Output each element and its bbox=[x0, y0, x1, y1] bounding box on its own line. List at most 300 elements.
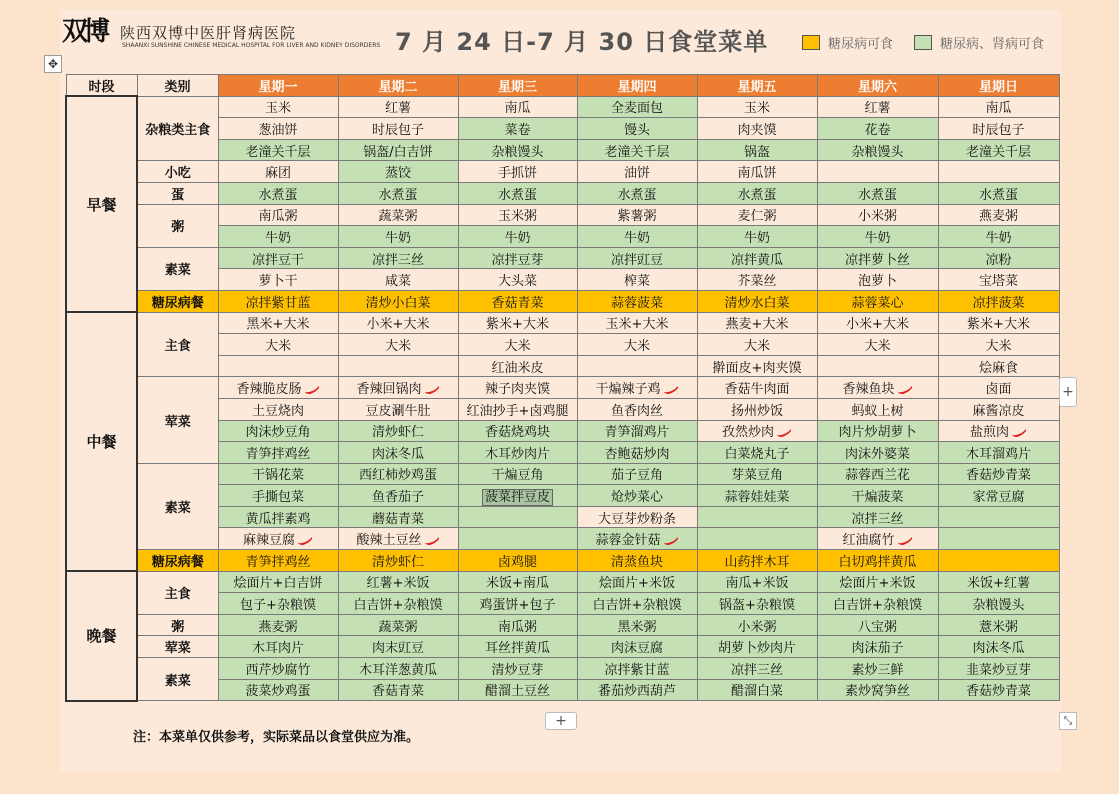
dish-cell[interactable] bbox=[218, 485, 338, 507]
dish-cell[interactable] bbox=[338, 334, 458, 356]
dish-cell[interactable] bbox=[577, 290, 697, 312]
dish-cell[interactable] bbox=[697, 377, 817, 399]
dish-cell[interactable] bbox=[458, 182, 577, 204]
dish-cell[interactable] bbox=[458, 420, 577, 442]
dish-cell[interactable] bbox=[338, 420, 458, 442]
dish-cell[interactable] bbox=[218, 528, 338, 550]
dish-name: 锅盔 bbox=[743, 144, 770, 160]
dish-cell[interactable] bbox=[218, 247, 338, 269]
dish-cell[interactable] bbox=[338, 463, 458, 485]
dish-cell[interactable] bbox=[218, 593, 338, 615]
dish-cell[interactable] bbox=[338, 312, 458, 334]
dish-cell[interactable] bbox=[697, 118, 817, 140]
dish-cell[interactable] bbox=[938, 204, 1059, 226]
dish-cell[interactable] bbox=[577, 334, 697, 356]
category-label: 小吃 bbox=[137, 161, 218, 183]
dish-name: 南瓜粥 bbox=[497, 619, 537, 635]
dish-cell[interactable] bbox=[338, 614, 458, 636]
dish-name: 凉拌紫甘蓝 bbox=[245, 295, 311, 311]
dish-cell[interactable] bbox=[218, 334, 338, 356]
legend-label: 糖尿病、肾病可食 bbox=[940, 37, 1045, 52]
dish-cell[interactable] bbox=[938, 377, 1059, 399]
dish-cell[interactable] bbox=[817, 226, 938, 248]
dish-name: 木耳洋葱黄瓜 bbox=[358, 662, 437, 678]
dish-name: 水煮蛋 bbox=[378, 187, 418, 203]
dish-name: 干锅花菜 bbox=[251, 468, 304, 484]
dish-cell[interactable] bbox=[218, 506, 338, 528]
meal-period-label: 晚餐 bbox=[66, 571, 137, 701]
dish-cell[interactable] bbox=[817, 182, 938, 204]
dish-cell[interactable] bbox=[938, 463, 1059, 485]
dish-name: 烩面片+白吉饼 bbox=[233, 576, 323, 592]
dish-cell[interactable] bbox=[218, 550, 338, 572]
dish-name: 凉粉 bbox=[985, 252, 1012, 268]
menu-row bbox=[66, 463, 1059, 485]
dish-cell[interactable] bbox=[338, 571, 458, 593]
dish-name: 韭菜炒豆芽 bbox=[965, 662, 1031, 678]
dish-cell[interactable] bbox=[577, 139, 697, 161]
dish-cell[interactable] bbox=[697, 420, 817, 442]
dish-cell[interactable] bbox=[938, 96, 1059, 118]
category-label: 杂粮类主食 bbox=[137, 96, 218, 161]
dish-cell[interactable] bbox=[938, 161, 1059, 183]
meal-period-label: 中餐 bbox=[66, 312, 137, 571]
dish-cell[interactable] bbox=[577, 550, 697, 572]
dish-cell[interactable] bbox=[817, 334, 938, 356]
dish-cell[interactable] bbox=[577, 182, 697, 204]
dish-cell[interactable] bbox=[458, 593, 577, 615]
dish-cell[interactable] bbox=[697, 636, 817, 658]
dish-cell[interactable] bbox=[817, 636, 938, 658]
dish-cell[interactable] bbox=[817, 463, 938, 485]
dish-cell[interactable] bbox=[938, 636, 1059, 658]
dish-cell[interactable] bbox=[817, 593, 938, 615]
dish-cell[interactable] bbox=[338, 118, 458, 140]
dish-name: 油饼 bbox=[623, 166, 650, 182]
dish-cell[interactable] bbox=[938, 442, 1059, 464]
dish-cell[interactable] bbox=[338, 485, 458, 507]
dish-name: 葱油饼 bbox=[258, 122, 298, 138]
dish-cell[interactable] bbox=[817, 247, 938, 269]
dish-name: 小米+大米 bbox=[846, 317, 909, 333]
dish-name: 蒜蓉金针菇 bbox=[595, 533, 661, 549]
dish-name: 菜卷 bbox=[504, 122, 531, 138]
dish-name: 鱼香茄子 bbox=[371, 490, 424, 506]
dish-name: 红薯 bbox=[384, 101, 411, 117]
dish-cell[interactable] bbox=[218, 226, 338, 248]
dish-cell[interactable] bbox=[938, 550, 1059, 572]
dish-cell[interactable] bbox=[218, 290, 338, 312]
dish-cell[interactable] bbox=[697, 550, 817, 572]
dish-cell[interactable] bbox=[218, 679, 338, 701]
dish-cell[interactable] bbox=[338, 528, 458, 550]
dish-cell[interactable] bbox=[697, 312, 817, 334]
dish-cell[interactable] bbox=[338, 442, 458, 464]
dish-name: 小米粥 bbox=[857, 209, 897, 225]
dish-cell[interactable] bbox=[938, 658, 1059, 680]
dish-name: 牛奶 bbox=[985, 230, 1012, 246]
dish-cell[interactable] bbox=[218, 636, 338, 658]
dish-cell[interactable] bbox=[577, 204, 697, 226]
dish-cell[interactable] bbox=[938, 247, 1059, 269]
dish-cell[interactable] bbox=[938, 485, 1059, 507]
dish-name: 水煮蛋 bbox=[258, 187, 298, 203]
dish-name: 蒸饺 bbox=[384, 166, 411, 182]
dish-cell[interactable] bbox=[338, 96, 458, 118]
dish-cell[interactable] bbox=[697, 528, 817, 550]
dish-name: 麻辣豆腐 bbox=[242, 533, 295, 549]
dish-cell[interactable] bbox=[218, 355, 338, 377]
dish-cell[interactable] bbox=[817, 139, 938, 161]
col-header-day: 星期六 bbox=[817, 75, 938, 97]
category-label: 糖尿病餐 bbox=[137, 550, 218, 572]
dish-cell[interactable] bbox=[938, 571, 1059, 593]
dish-cell[interactable] bbox=[938, 679, 1059, 701]
dish-name: 米饭+红薯 bbox=[967, 576, 1030, 592]
dish-name: 宝塔菜 bbox=[978, 274, 1018, 290]
dish-cell[interactable] bbox=[817, 118, 938, 140]
dish-cell[interactable] bbox=[697, 506, 817, 528]
dish-cell[interactable] bbox=[338, 161, 458, 183]
dish-cell[interactable] bbox=[577, 593, 697, 615]
dish-cell[interactable] bbox=[218, 571, 338, 593]
dish-cell[interactable] bbox=[577, 355, 697, 377]
dish-cell[interactable] bbox=[577, 485, 697, 507]
dish-name: 清炒虾仁 bbox=[371, 425, 424, 441]
dish-cell[interactable] bbox=[218, 118, 338, 140]
dish-cell[interactable] bbox=[697, 442, 817, 464]
dish-cell[interactable] bbox=[697, 679, 817, 701]
dish-cell[interactable] bbox=[218, 420, 338, 442]
dish-name: 紫米+大米 bbox=[967, 317, 1030, 333]
dish-name: 水煮蛋 bbox=[737, 187, 777, 203]
dish-name: 家常豆腐 bbox=[972, 490, 1025, 506]
dish-cell[interactable] bbox=[697, 139, 817, 161]
dish-cell[interactable] bbox=[938, 398, 1059, 420]
dish-cell[interactable] bbox=[218, 204, 338, 226]
dish-cell[interactable] bbox=[577, 658, 697, 680]
dish-cell[interactable] bbox=[458, 528, 577, 550]
dish-cell[interactable] bbox=[218, 161, 338, 183]
dish-cell[interactable] bbox=[938, 269, 1059, 291]
dish-cell[interactable] bbox=[218, 377, 338, 399]
dish-name: 时辰包子 bbox=[972, 122, 1025, 138]
dish-name: 酸辣土豆丝 bbox=[356, 533, 422, 549]
hospital-english-name: SHAANXI SUNSHINE CHINESE MEDICAL HOSPITAL FOR LIVER AND KIDNEY DISORDERS bbox=[122, 42, 381, 49]
dish-name: 红油抄手+卤鸡腿 bbox=[466, 403, 569, 419]
dish-name: 玉米 bbox=[264, 101, 291, 117]
dish-cell[interactable] bbox=[218, 614, 338, 636]
dish-cell[interactable] bbox=[817, 550, 938, 572]
dish-name: 扬州炒饭 bbox=[730, 403, 783, 419]
dish-name: 蘑菇青菜 bbox=[371, 511, 424, 527]
dish-name: 红油腐竹 bbox=[842, 533, 895, 549]
dish-cell[interactable] bbox=[458, 290, 577, 312]
chili-spicy-icon bbox=[1009, 425, 1027, 440]
dish-name: 木耳溜鸡片 bbox=[965, 446, 1031, 462]
dish-name: 木耳肉片 bbox=[251, 641, 304, 657]
dish-cell[interactable] bbox=[817, 377, 938, 399]
dish-cell[interactable] bbox=[458, 269, 577, 291]
dish-cell[interactable] bbox=[577, 312, 697, 334]
dish-name: 黑米+大米 bbox=[246, 317, 310, 333]
dish-cell[interactable] bbox=[938, 226, 1059, 248]
dish-cell[interactable] bbox=[697, 269, 817, 291]
dish-cell[interactable] bbox=[938, 528, 1059, 550]
dish-cell[interactable] bbox=[938, 139, 1059, 161]
dish-cell[interactable] bbox=[697, 398, 817, 420]
dish-cell[interactable] bbox=[817, 442, 938, 464]
dish-cell[interactable] bbox=[577, 161, 697, 183]
dish-cell[interactable] bbox=[697, 204, 817, 226]
dish-name: 水煮蛋 bbox=[497, 187, 537, 203]
menu-row bbox=[66, 550, 1059, 572]
dish-name: 鱼香肉丝 bbox=[610, 403, 663, 419]
dish-cell[interactable] bbox=[458, 485, 577, 507]
dish-cell[interactable] bbox=[458, 679, 577, 701]
dish-cell[interactable] bbox=[938, 506, 1059, 528]
dish-cell[interactable] bbox=[338, 290, 458, 312]
dish-name: 擀面皮+肉夹馍 bbox=[712, 360, 802, 376]
dish-cell[interactable] bbox=[697, 658, 817, 680]
dish-cell[interactable] bbox=[458, 398, 577, 420]
dish-name: 肉片炒胡萝卜 bbox=[838, 425, 917, 441]
dish-cell[interactable] bbox=[938, 614, 1059, 636]
dish-cell[interactable] bbox=[338, 550, 458, 572]
dish-cell[interactable] bbox=[458, 550, 577, 572]
dish-name: 菠菜炒鸡蛋 bbox=[245, 684, 311, 700]
menu-row bbox=[66, 96, 1059, 118]
table-resize-handle-icon[interactable]: ⤡ bbox=[1059, 712, 1077, 730]
dish-name: 大米 bbox=[264, 338, 291, 354]
dish-cell[interactable] bbox=[938, 355, 1059, 377]
dish-name: 香菇牛肉面 bbox=[724, 382, 790, 398]
dish-name: 凉拌三丝 bbox=[371, 252, 424, 268]
dish-name: 白吉饼+杂粮馍 bbox=[353, 598, 443, 614]
dish-cell[interactable] bbox=[218, 312, 338, 334]
dish-cell[interactable] bbox=[817, 269, 938, 291]
dish-cell[interactable] bbox=[577, 442, 697, 464]
dish-name: 水煮蛋 bbox=[857, 187, 897, 203]
dish-cell[interactable] bbox=[577, 463, 697, 485]
dish-cell[interactable] bbox=[817, 312, 938, 334]
dish-name: 清炒豆芽 bbox=[491, 662, 544, 678]
dish-name: 玉米 bbox=[743, 101, 770, 117]
dish-cell[interactable] bbox=[697, 355, 817, 377]
dish-cell[interactable] bbox=[938, 118, 1059, 140]
dish-cell[interactable] bbox=[697, 485, 817, 507]
dish-cell[interactable] bbox=[577, 420, 697, 442]
dish-cell[interactable] bbox=[577, 614, 697, 636]
dish-cell[interactable] bbox=[817, 161, 938, 183]
dish-name: 白切鸡拌黄瓜 bbox=[838, 554, 917, 570]
dish-name: 肉沫冬瓜 bbox=[371, 446, 424, 462]
dish-cell[interactable] bbox=[817, 614, 938, 636]
add-row-button[interactable]: + bbox=[545, 712, 577, 730]
dish-cell[interactable] bbox=[338, 182, 458, 204]
dish-cell[interactable] bbox=[458, 636, 577, 658]
dish-name: 西红柿炒鸡蛋 bbox=[358, 468, 437, 484]
dish-name: 清炒小白菜 bbox=[365, 295, 431, 311]
dish-name: 燕麦+大米 bbox=[725, 317, 789, 333]
dish-cell[interactable] bbox=[338, 679, 458, 701]
dish-cell[interactable] bbox=[338, 593, 458, 615]
dish-cell[interactable] bbox=[338, 658, 458, 680]
dish-name: 盐煎肉 bbox=[969, 425, 1009, 441]
dish-name: 麻酱凉皮 bbox=[972, 403, 1025, 419]
dish-cell[interactable] bbox=[458, 571, 577, 593]
chili-spicy-icon bbox=[895, 382, 913, 397]
dish-cell[interactable] bbox=[817, 528, 938, 550]
dish-cell[interactable] bbox=[458, 658, 577, 680]
dish-cell[interactable] bbox=[697, 290, 817, 312]
menu-row bbox=[66, 614, 1059, 636]
dish-cell[interactable] bbox=[817, 679, 938, 701]
dish-cell[interactable] bbox=[218, 96, 338, 118]
dish-cell[interactable] bbox=[697, 247, 817, 269]
dish-cell[interactable] bbox=[817, 485, 938, 507]
dish-cell[interactable] bbox=[938, 334, 1059, 356]
dish-cell[interactable] bbox=[577, 377, 697, 399]
dish-cell[interactable] bbox=[817, 355, 938, 377]
dish-cell[interactable] bbox=[338, 355, 458, 377]
dish-cell[interactable] bbox=[458, 96, 577, 118]
dish-cell[interactable] bbox=[817, 571, 938, 593]
dish-name: 馒头 bbox=[623, 122, 650, 138]
dish-cell[interactable] bbox=[697, 226, 817, 248]
dish-cell[interactable] bbox=[817, 420, 938, 442]
dish-cell[interactable] bbox=[218, 182, 338, 204]
chili-spicy-icon bbox=[661, 382, 679, 397]
dish-cell[interactable] bbox=[817, 290, 938, 312]
dish-name: 黑米粥 bbox=[617, 619, 657, 635]
dish-cell[interactable] bbox=[938, 182, 1059, 204]
dish-cell[interactable] bbox=[577, 571, 697, 593]
header-row bbox=[66, 75, 1059, 97]
dish-cell[interactable] bbox=[817, 506, 938, 528]
dish-cell[interactable] bbox=[817, 658, 938, 680]
dish-cell[interactable] bbox=[458, 161, 577, 183]
dish-cell[interactable] bbox=[458, 334, 577, 356]
dish-cell[interactable] bbox=[458, 226, 577, 248]
dish-cell[interactable] bbox=[458, 355, 577, 377]
dish-name: 大头菜 bbox=[497, 274, 537, 290]
dish-cell[interactable] bbox=[218, 658, 338, 680]
dish-cell[interactable] bbox=[458, 463, 577, 485]
dish-cell[interactable] bbox=[458, 118, 577, 140]
dish-cell[interactable] bbox=[577, 679, 697, 701]
dish-cell[interactable] bbox=[218, 463, 338, 485]
dish-cell[interactable] bbox=[218, 442, 338, 464]
dish-cell[interactable] bbox=[338, 636, 458, 658]
dish-name: 烩面片+米饭 bbox=[839, 576, 916, 592]
dish-name: 大米 bbox=[623, 338, 650, 354]
dish-cell[interactable] bbox=[458, 139, 577, 161]
dish-name: 杂粮馒头 bbox=[851, 144, 904, 160]
dish-name: 凉拌三丝 bbox=[730, 662, 783, 678]
dish-cell[interactable] bbox=[817, 398, 938, 420]
dish-name: 素炒窝笋丝 bbox=[844, 684, 910, 700]
col-header-day: 星期日 bbox=[938, 75, 1059, 97]
dish-cell[interactable] bbox=[938, 593, 1059, 615]
dish-cell[interactable] bbox=[338, 226, 458, 248]
dish-cell[interactable] bbox=[697, 161, 817, 183]
dish-cell[interactable] bbox=[458, 204, 577, 226]
dish-cell[interactable] bbox=[577, 636, 697, 658]
dish-name: 杂粮馒头 bbox=[972, 598, 1025, 614]
dish-cell[interactable] bbox=[697, 182, 817, 204]
dish-cell[interactable] bbox=[577, 118, 697, 140]
dish-cell[interactable] bbox=[458, 377, 577, 399]
dish-name: 凉拌紫甘蓝 bbox=[604, 662, 670, 678]
dish-cell[interactable] bbox=[577, 398, 697, 420]
legend-kidney bbox=[914, 33, 1044, 52]
dish-name: 大米 bbox=[504, 338, 531, 354]
category-label: 荤菜 bbox=[137, 636, 218, 658]
dish-name: 南瓜饼 bbox=[737, 166, 777, 182]
dish-cell[interactable] bbox=[577, 269, 697, 291]
chili-spicy-icon bbox=[422, 382, 440, 397]
table-move-handle-icon[interactable]: ✥ bbox=[44, 55, 62, 73]
dish-cell[interactable] bbox=[577, 528, 697, 550]
dish-cell[interactable] bbox=[338, 398, 458, 420]
dish-cell[interactable] bbox=[338, 269, 458, 291]
dish-cell[interactable] bbox=[218, 269, 338, 291]
dish-cell[interactable] bbox=[338, 506, 458, 528]
dish-cell[interactable] bbox=[577, 506, 697, 528]
logo-mark: 双博 bbox=[62, 17, 107, 47]
dish-name: 清蒸鱼块 bbox=[610, 554, 663, 570]
dish-cell[interactable] bbox=[577, 226, 697, 248]
category-label: 蛋 bbox=[137, 182, 218, 204]
dish-name: 木耳炒肉片 bbox=[484, 446, 550, 462]
dish-name: 肉沫冬瓜 bbox=[972, 641, 1025, 657]
dish-cell[interactable] bbox=[697, 614, 817, 636]
dish-name: 凉拌三丝 bbox=[851, 511, 904, 527]
dish-cell[interactable] bbox=[338, 204, 458, 226]
dish-cell[interactable] bbox=[697, 334, 817, 356]
dish-cell[interactable] bbox=[458, 442, 577, 464]
dish-cell[interactable] bbox=[338, 247, 458, 269]
dish-name: 山药拌木耳 bbox=[724, 554, 790, 570]
dish-cell[interactable] bbox=[938, 290, 1059, 312]
dish-cell[interactable] bbox=[938, 420, 1059, 442]
dish-cell[interactable] bbox=[697, 463, 817, 485]
dish-cell[interactable] bbox=[458, 614, 577, 636]
dish-cell[interactable] bbox=[577, 247, 697, 269]
dish-cell[interactable] bbox=[218, 398, 338, 420]
dish-cell[interactable] bbox=[577, 96, 697, 118]
dish-name: 红薯+米饭 bbox=[366, 576, 430, 592]
dish-cell[interactable] bbox=[938, 312, 1059, 334]
dish-cell[interactable] bbox=[458, 506, 577, 528]
dish-cell[interactable] bbox=[697, 96, 817, 118]
dish-cell[interactable] bbox=[458, 312, 577, 334]
add-column-button[interactable]: + bbox=[1059, 377, 1077, 407]
dish-cell[interactable] bbox=[817, 204, 938, 226]
dish-name: 香菇青菜 bbox=[491, 295, 544, 311]
dish-name: 肉沫茄子 bbox=[851, 641, 904, 657]
dish-name: 清炒虾仁 bbox=[371, 554, 424, 570]
dish-cell[interactable] bbox=[817, 96, 938, 118]
dish-cell[interactable] bbox=[697, 593, 817, 615]
dish-cell[interactable] bbox=[218, 139, 338, 161]
dish-cell[interactable] bbox=[697, 571, 817, 593]
dish-cell[interactable] bbox=[338, 377, 458, 399]
dish-cell[interactable] bbox=[338, 139, 458, 161]
dish-name: 鸡蛋饼+包子 bbox=[479, 598, 556, 614]
dish-cell[interactable] bbox=[458, 247, 577, 269]
